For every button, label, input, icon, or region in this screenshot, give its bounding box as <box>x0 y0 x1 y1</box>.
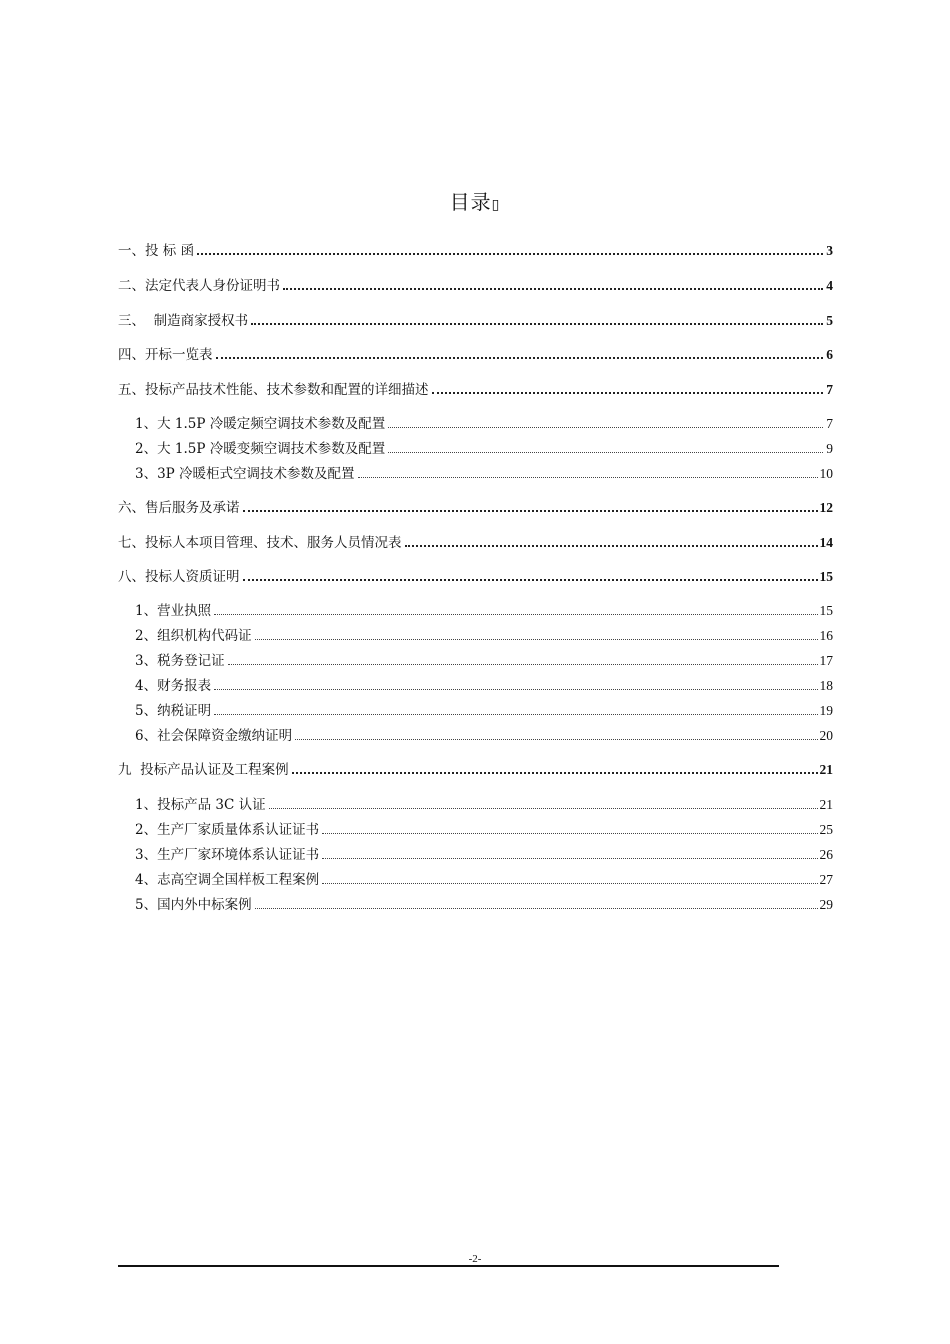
toc-entry-section-9-1[interactable] <box>135 795 833 815</box>
dot-leader <box>243 510 818 512</box>
dot-leader <box>388 452 823 453</box>
toc-page-number: 27 <box>819 872 833 887</box>
dot-leader <box>214 714 817 715</box>
toc-entry-label: 2、大 1.5P 冷暖变频空调技术参数及配置 <box>135 441 386 457</box>
toc-entry-label: 4、志高空调全国样板工程案例 <box>135 872 320 888</box>
toc-page-number: 19 <box>819 703 833 718</box>
toc-page-number: 12 <box>819 500 833 515</box>
toc-page-number: 25 <box>819 822 833 837</box>
toc-entry-section-6[interactable] <box>118 498 833 518</box>
dot-leader <box>432 392 824 394</box>
toc-entry-label: 八、投标人资质证明 <box>118 569 240 585</box>
toc-page-number: 3 <box>826 243 833 258</box>
toc-entry-label: 五、投标产品技术性能、技术参数和配置的详细描述 <box>118 382 429 398</box>
toc-entry-label: 九 投标产品认证及工程案例 <box>118 762 289 778</box>
toc-entry-section-9-4[interactable] <box>135 870 833 890</box>
toc-entry-label: 5、纳税证明 <box>135 703 212 719</box>
toc-page-number: 18 <box>819 678 833 693</box>
toc-entry-label: 1、营业执照 <box>135 603 212 619</box>
dot-leader <box>216 357 824 359</box>
toc-entry-label: 六、售后服务及承诺 <box>118 500 240 516</box>
footer-page-number: -2- <box>468 1253 482 1265</box>
toc-entry-section-8-5[interactable] <box>135 701 833 721</box>
toc-entry-label: 一、投 标 函 <box>118 243 195 259</box>
toc-entry-label: 二、法定代表人身份证明书 <box>118 278 280 294</box>
toc-page-number: 7 <box>826 416 833 431</box>
dot-leader <box>295 739 817 740</box>
toc-entry-section-9-5[interactable] <box>135 895 833 915</box>
dot-leader <box>269 808 818 809</box>
dot-leader <box>322 858 817 859</box>
toc-entry-section-4[interactable] <box>118 345 833 365</box>
toc-entry-label: 三、 制造商家授权书 <box>118 313 249 329</box>
dot-leader <box>255 908 818 909</box>
toc-entry-section-3[interactable] <box>118 311 833 331</box>
toc-page-number: 7 <box>826 382 833 397</box>
toc-entry-section-8-6[interactable] <box>135 726 833 746</box>
toc-page-number: 21 <box>819 797 833 812</box>
toc-entry-section-8[interactable] <box>118 567 833 587</box>
footer-rule <box>118 1265 779 1267</box>
dot-leader <box>388 427 823 428</box>
toc-entry-section-8-4[interactable] <box>135 676 833 696</box>
dot-leader <box>243 579 818 581</box>
toc-page-number: 17 <box>819 653 833 668</box>
toc-entry-label: 1、大 1.5P 冷暖定频空调技术参数及配置 <box>135 416 386 432</box>
toc-page-number: 10 <box>819 466 833 481</box>
dot-leader <box>322 883 817 884</box>
toc-page-number: 29 <box>819 897 833 912</box>
toc-entry-label: 6、社会保障资金缴纳证明 <box>135 728 293 744</box>
dot-leader <box>228 664 818 665</box>
toc-entry-section-2[interactable] <box>118 276 833 296</box>
toc-entry-label: 1、投标产品 3C 认证 <box>135 797 266 813</box>
toc-entry-label: 2、生产厂家质量体系认证证书 <box>135 822 320 838</box>
toc-page-number: 6 <box>826 347 833 362</box>
toc-page-number: 4 <box>826 278 833 293</box>
toc-entry-section-9[interactable] <box>118 760 833 780</box>
dot-leader <box>405 545 818 547</box>
toc-page-number: 15 <box>819 569 833 584</box>
toc-page-number: 21 <box>819 762 833 777</box>
dot-leader <box>255 639 818 640</box>
toc-entry-section-5-1[interactable] <box>135 414 833 434</box>
toc-entry-label: 5、国内外中标案例 <box>135 897 252 913</box>
dot-leader <box>214 614 817 615</box>
toc-entry-section-5[interactable] <box>118 380 833 400</box>
toc-entry-section-7[interactable] <box>118 533 833 553</box>
toc-entry-label: 2、组织机构代码证 <box>135 628 252 644</box>
toc-entry-section-9-3[interactable] <box>135 845 833 865</box>
toc-page-number: 5 <box>826 313 833 328</box>
dot-leader <box>214 689 817 690</box>
dot-leader <box>197 253 823 255</box>
dot-leader <box>251 323 823 325</box>
dot-leader <box>322 833 817 834</box>
toc-page-number: 14 <box>819 535 833 550</box>
toc-page-number: 9 <box>826 441 833 456</box>
toc-entry-section-5-3[interactable] <box>135 464 833 484</box>
toc-entry-label: 七、投标人本项目管理、技术、服务人员情况表 <box>118 535 402 551</box>
toc-entry-label: 4、财务报表 <box>135 678 212 694</box>
toc-entry-label: 3、3P 冷暖柜式空调技术参数及配置 <box>135 466 355 482</box>
toc-entry-label: 3、生产厂家环境体系认证证书 <box>135 847 320 863</box>
toc-entry-label: 四、开标一览表 <box>118 347 213 363</box>
dot-leader <box>283 288 823 290</box>
toc-entry-section-8-2[interactable] <box>135 626 833 646</box>
toc-page-number: 20 <box>819 728 833 743</box>
toc-entry-section-5-2[interactable] <box>135 439 833 459</box>
toc-page-number: 15 <box>819 603 833 618</box>
toc-page-number: 26 <box>819 847 833 862</box>
dot-leader <box>292 772 818 774</box>
toc-entry-section-8-1[interactable] <box>135 601 833 621</box>
toc-page-number: 16 <box>819 628 833 643</box>
page-title: 目录▯ <box>449 190 501 214</box>
toc-entry-label: 3、税务登记证 <box>135 653 225 669</box>
toc-entry-section-1[interactable] <box>118 241 833 261</box>
toc-entry-section-8-3[interactable] <box>135 651 833 671</box>
page-title-text: 目录 <box>449 190 492 214</box>
dot-leader <box>358 477 818 478</box>
toc-entry-section-9-2[interactable] <box>135 820 833 840</box>
